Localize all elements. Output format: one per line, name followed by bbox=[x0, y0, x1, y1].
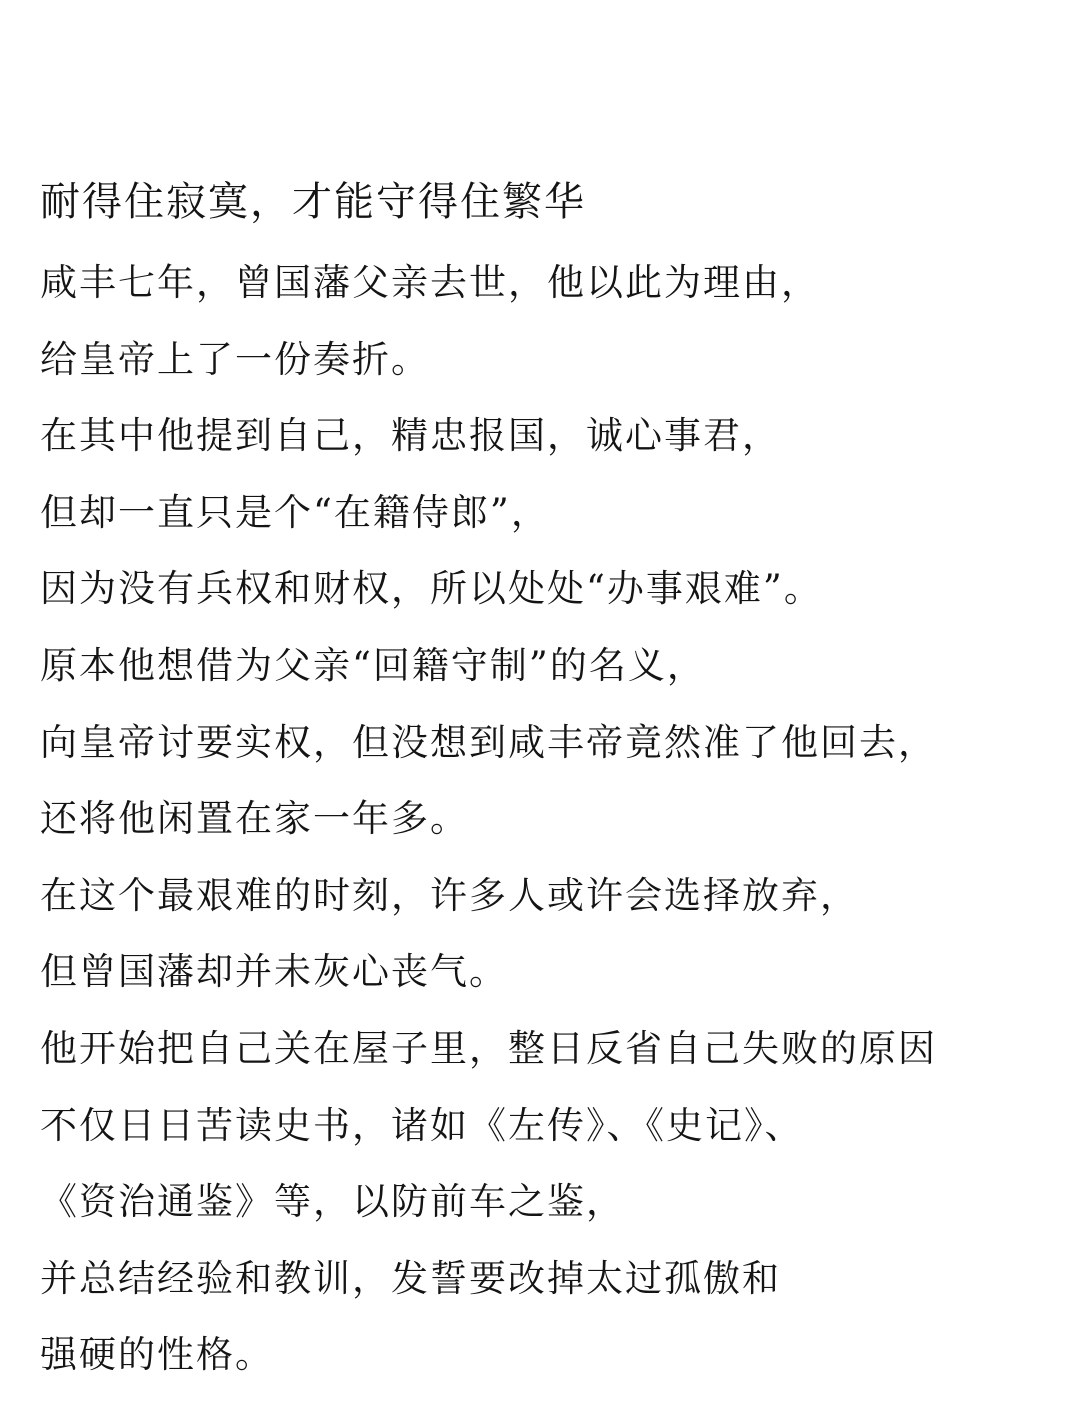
text-line: 还将他闲置在家一年多。 bbox=[40, 797, 469, 841]
text-line: 咸丰七年，曾国藩父亲去世，他以此为理由， bbox=[40, 261, 820, 304]
text-line: 强硬的性格。 bbox=[40, 1333, 274, 1377]
text-line: 《资治通鉴》等，以防前车之鉴， bbox=[40, 1180, 625, 1224]
text-line: 但曾国藩却并未灰心丧气。 bbox=[40, 950, 508, 994]
article-body bbox=[40, 252, 1050, 1401]
text-line: 在其中他提到自己，精忠报国，诚心事君， bbox=[40, 414, 781, 458]
text-line: 并总结经验和教训，发誓要改掉太过孤傲和 bbox=[40, 1256, 781, 1300]
text-line: 向皇帝讨要实权，但没想到咸丰帝竟然准了他回去， bbox=[40, 720, 937, 764]
text-line: 给皇帝上了一份奏折。 bbox=[40, 337, 430, 381]
article-title: 耐得住寂寞，才能守得住繁华 bbox=[40, 179, 586, 225]
text-line: 但却一直只是个“在籍侍郎”， bbox=[40, 490, 550, 534]
text-line: 在这个最艰难的时刻，许多人或许会选择放弃， bbox=[40, 873, 859, 917]
text-line: 不仅日日苦读史书，诸如《左传》、《史记》、 bbox=[40, 1103, 804, 1147]
text-line: 因为没有兵权和财权，所以处处“办事艰难”。 bbox=[40, 567, 823, 611]
text-line: 他开始把自己关在屋子里，整日反省自己失败的原因 bbox=[40, 1026, 937, 1070]
text-line: 原本他想借为父亲“回籍守制”的名义， bbox=[40, 643, 706, 687]
